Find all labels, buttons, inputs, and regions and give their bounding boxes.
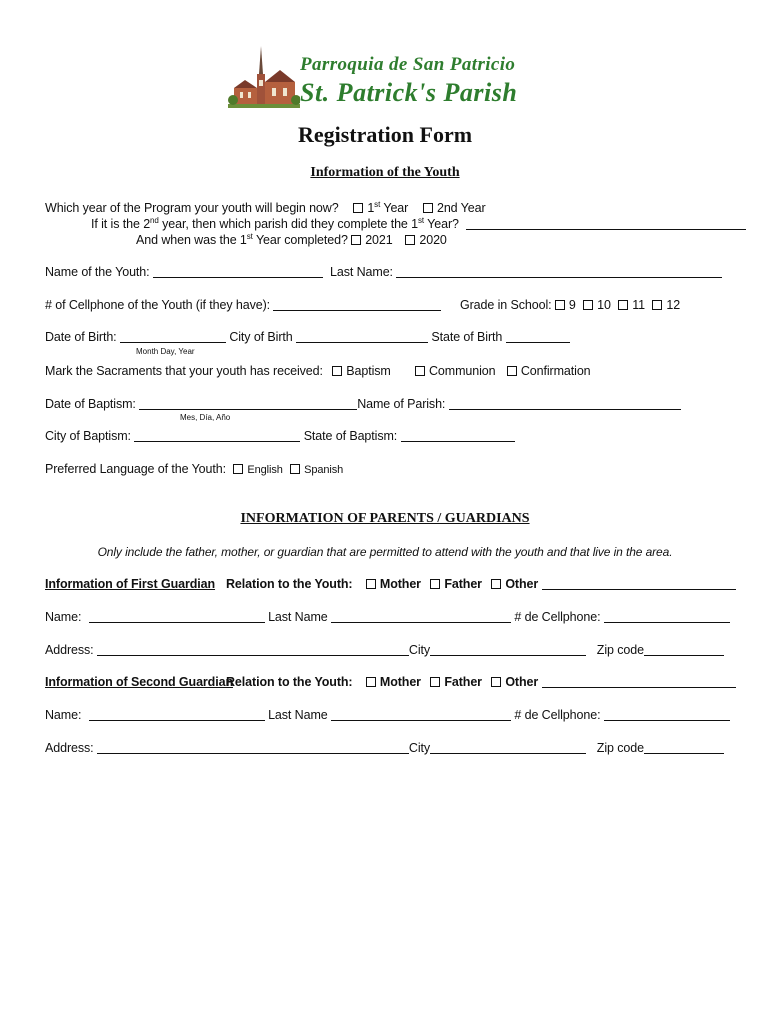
first-year-label: 1st Year [367,200,409,215]
second-guardian-other-checkbox[interactable] [491,677,501,687]
baptism-city-field[interactable] [134,429,300,442]
city-birth-field[interactable] [296,330,428,343]
youth-last-name-label: Last Name: [330,265,393,279]
youth-cellphone-row [45,298,441,312]
confirmation-label: Confirmation [520,364,591,378]
previous-parish-field[interactable] [466,217,746,230]
previous-parish-q-2: year, then which parish did they complete the 1 [158,217,418,231]
first-guardian-relation-row [226,577,736,591]
youth-last-name-row [330,265,722,279]
second-guardian-cell-label: # de Cellphone: [514,708,601,722]
baptism-date-label: Date of Baptism: [45,397,136,411]
first-guardian-zip-label: Zip code [596,643,644,657]
first-guardian-city-field[interactable] [430,643,586,656]
first-guardian-name-label: Name: [45,610,82,624]
youth-section-heading: Information of the Youth [310,165,460,180]
year-2020-checkbox[interactable] [405,235,415,245]
communion-checkbox[interactable] [415,366,425,376]
second-guardian-address-field[interactable] [97,741,409,754]
program-year-row [45,201,486,215]
first-guardian-relation-label: Relation to the Youth: [226,577,353,591]
second-guardian-cell-field[interactable] [604,708,730,721]
baptism-state-label: State of Baptism: [303,429,398,443]
youth-cellphone-label: # of Cellphone of the Youth (if they have): [45,298,271,312]
parents-section-heading: INFORMATION OF PARENTS / GUARDIANS [240,511,530,526]
grade-9-checkbox[interactable] [555,300,565,310]
second-guardian-mother-checkbox[interactable] [366,677,376,687]
first-guardian-father-checkbox[interactable] [430,579,440,589]
first-guardian-name-field[interactable] [89,610,265,623]
second-guardian-name-field[interactable] [89,708,265,721]
year-completed-q-2: Year completed? [252,233,348,247]
year-2021-label: 2021 [365,233,393,247]
first-guardian-last-name-label: Last Name [268,610,328,624]
grade-11-label: 11 [632,298,645,312]
grade-10-checkbox[interactable] [583,300,593,310]
year-completed-q-sup: st [246,232,253,241]
first-guardian-other-checkbox[interactable] [491,579,501,589]
sacraments-row [45,364,391,378]
baptism-state-field[interactable] [401,429,515,442]
grade-11-checkbox[interactable] [618,300,628,310]
confirmation-checkbox[interactable] [507,366,517,376]
previous-parish-q-3: Year? [424,217,459,231]
parents-note: Only include the father, mother, or guardian that are permitted to attend with the youth and that live in the area. [97,545,673,559]
second-guardian-title: Information of Second Guardian [45,675,233,689]
second-year-label: 2nd Year [436,201,486,215]
birth-row [45,330,570,344]
baptism-date-row [45,397,681,411]
first-guardian-last-name-field[interactable] [331,610,511,623]
first-guardian-city-label: City [408,643,431,657]
second-guardian-address-row [45,741,724,755]
state-birth-field[interactable] [506,330,570,343]
youth-name-field[interactable] [153,265,323,278]
second-guardian-last-name-label: Last Name [268,708,328,722]
parish-name-label: Name of Parish: [357,397,446,411]
youth-last-name-field[interactable] [396,265,722,278]
first-guardian-cell-label: # de Cellphone: [514,610,601,624]
grade-12-checkbox[interactable] [652,300,662,310]
state-birth-label: State of Birth [431,330,503,344]
first-guardian-cell-field[interactable] [604,610,730,623]
baptism-checkbox[interactable] [332,366,342,376]
second-year-checkbox[interactable] [423,203,433,213]
city-birth-label: City of Birth [229,330,293,344]
year-2021-checkbox[interactable] [351,235,361,245]
previous-parish-q-1: If it is the 2 [91,217,151,231]
second-guardian-mother-label: Mother [379,675,421,689]
dob-label: Date of Birth: [45,330,117,344]
first-guardian-address-label: Address: [45,643,94,657]
second-guardian-last-name-field[interactable] [331,708,511,721]
baptism-label: Baptism [346,364,391,378]
church-logo [228,44,300,110]
youth-name-label: Name of the Youth: [45,265,150,279]
english-checkbox[interactable] [233,464,243,474]
second-guardian-father-checkbox[interactable] [430,677,440,687]
first-guardian-address-field[interactable] [97,643,409,656]
english-label: English [247,464,283,476]
first-guardian-zip-field[interactable] [644,643,724,656]
year-completed-q-1: And when was the 1 [136,233,247,247]
second-guardian-other-label: Other [505,675,539,689]
previous-parish-q-sup: nd [150,216,159,225]
communion-label: Communion [429,364,496,378]
year-2020-label: 2020 [419,233,447,247]
first-guardian-other-label: Other [505,577,539,591]
parish-name-english: St. Patrick's Parish [300,78,518,107]
dob-field[interactable] [120,330,226,343]
second-guardian-name-row [45,708,730,722]
first-guardian-mother-label: Mother [379,577,421,591]
first-guardian-mother-checkbox[interactable] [366,579,376,589]
first-guardian-father-label: Father [444,577,482,591]
parish-name-spanish: Parroquia de San Patricio [300,54,516,75]
language-label: Preferred Language of the Youth: [45,462,226,476]
second-guardian-city-label: City [408,741,431,755]
second-guardian-zip-field[interactable] [644,741,724,754]
grade-10-label: 10 [597,298,611,312]
baptism-city-label: City of Baptism: [45,429,131,443]
grade-row [460,298,680,312]
first-guardian-address-row [45,643,724,657]
form-title: Registration Form [297,122,473,147]
grade-12-label: 12 [666,298,681,312]
sacraments-row-2 [415,364,591,378]
program-year-question: Which year of the Program your youth will begin now? [45,201,339,215]
spanish-checkbox[interactable] [290,464,300,474]
language-row [45,462,343,476]
second-guardian-city-field[interactable] [430,741,586,754]
youth-cellphone-field[interactable] [273,298,441,311]
baptism-date-hint: Mes, Día, Año [180,413,231,422]
grade-label: Grade in School: [460,298,552,312]
baptism-city-row [45,429,515,443]
previous-parish-q-sup2: st [418,216,425,225]
year-completed-row [136,233,447,247]
second-guardian-father-label: Father [444,675,482,689]
youth-name-row [45,265,323,279]
dob-hint: Month Day, Year [136,347,195,356]
spanish-label: Spanish [304,464,344,476]
grade-9-label: 9 [568,298,576,312]
second-guardian-name-label: Name: [45,708,82,722]
sacraments-label: Mark the Sacraments that your youth has received: [45,364,323,378]
second-guardian-other-field[interactable] [542,675,736,688]
first-year-checkbox[interactable] [353,203,363,213]
baptism-date-field[interactable] [139,397,357,410]
second-guardian-address-label: Address: [45,741,94,755]
parish-name-field[interactable] [449,397,681,410]
first-guardian-other-field[interactable] [542,577,736,590]
second-guardian-relation-row [226,675,736,689]
second-guardian-zip-label: Zip code [596,741,644,755]
first-guardian-title: Information of First Guardian [45,577,216,591]
first-guardian-name-row [45,610,730,624]
second-guardian-relation-label: Relation to the Youth: [226,675,353,689]
previous-parish-row [91,217,746,231]
